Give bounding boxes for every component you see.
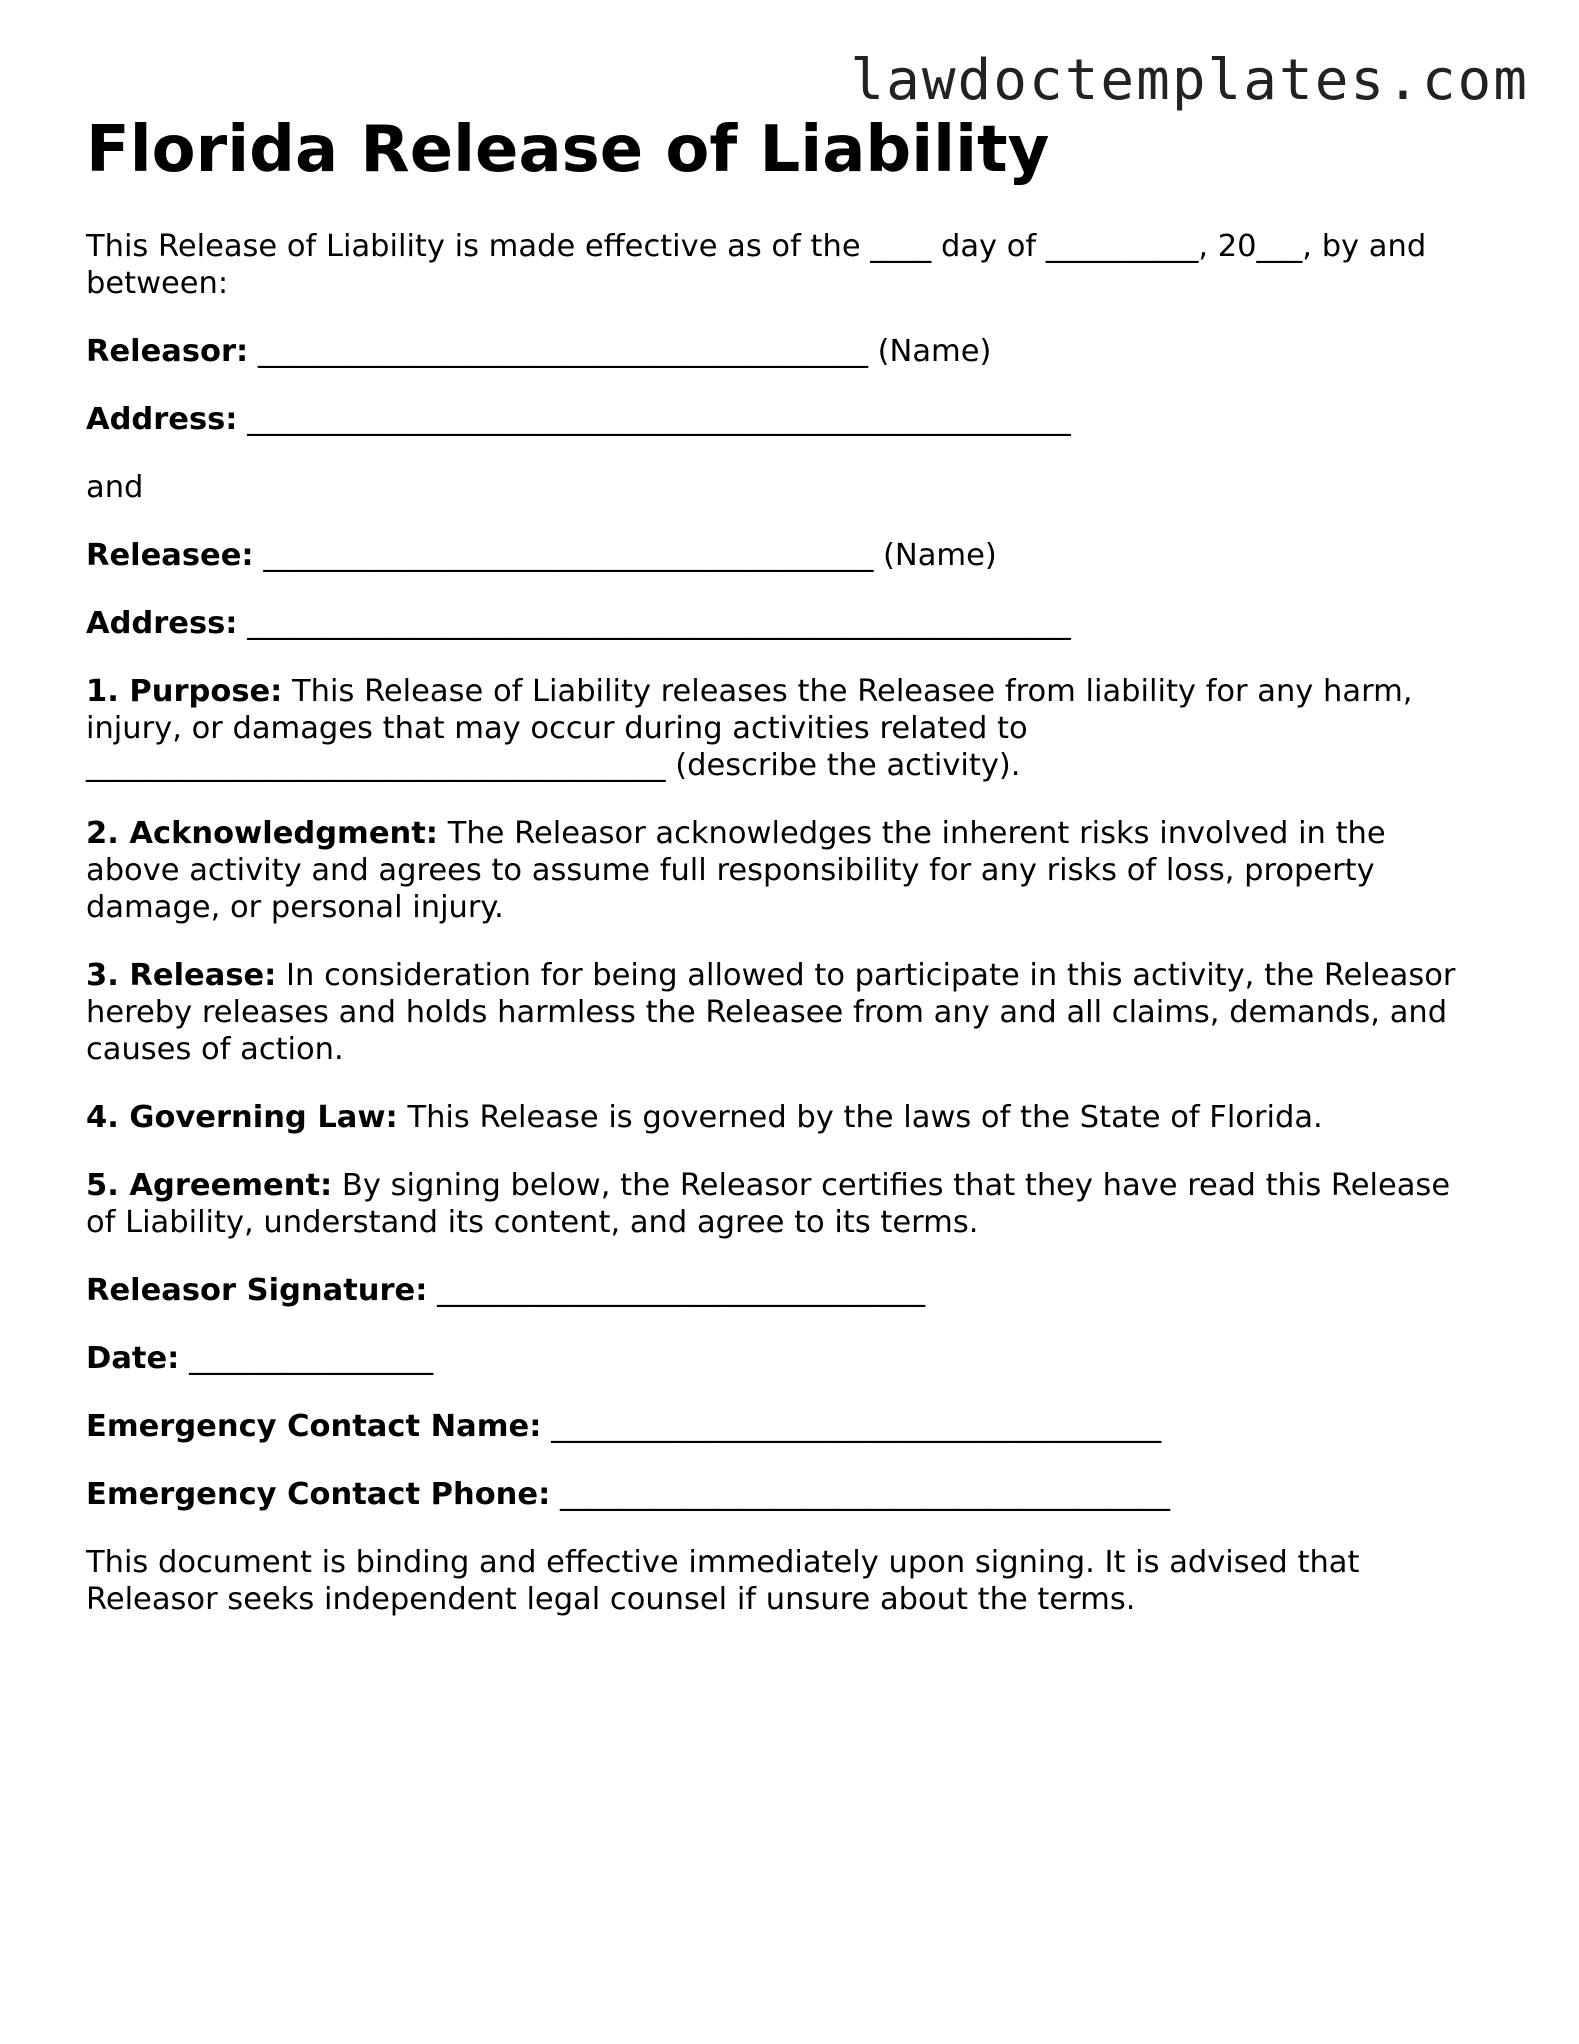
releasor-name-field[interactable]: ________________________________________ (Name)	[248, 334, 992, 369]
releasee-address-label: Address:	[86, 606, 238, 641]
signature-line	[86, 1272, 1486, 1309]
section-agreement-label: 5. Agreement:	[86, 1168, 333, 1203]
section-release-label: 3. Release:	[86, 958, 277, 993]
section-acknowledgment	[86, 815, 1486, 926]
section-acknowledgment-text: The Releasor acknowledges the inherent risks involved in the above activity and agrees to assume full responsibility for any risks of loss, property damage, or personal injury.	[86, 816, 1386, 925]
section-purpose-text: This Release of Liability releases the Releasee from liability for any harm, injury, or damages that may occur during activities related to ______________________________________ (describe the activity).	[86, 674, 1413, 783]
closing-paragraph: This document is binding and effective immediately upon signing. It is advised that Releasor seeks independent legal counsel if unsure about the terms.	[86, 1545, 1360, 1617]
releasor-address-field[interactable]: ______________________________________________________	[237, 402, 1071, 437]
releasor-line	[86, 333, 1486, 370]
section-purpose-label: 1. Purpose:	[86, 674, 283, 709]
document-title: Florida Release of Liability	[86, 113, 1050, 187]
section-agreement-text: By signing below, the Releasor certifies that they have read this Release of Liability, understand its content, and agree to its terms.	[86, 1168, 1451, 1240]
emergency-name-line	[86, 1408, 1486, 1445]
releasee-name-field[interactable]: ________________________________________ (Name)	[253, 538, 997, 573]
releasee-address-line	[86, 605, 1486, 642]
section-governing-law-label: 4. Governing Law:	[86, 1100, 398, 1135]
releasee-address-field[interactable]: ______________________________________________________	[237, 606, 1071, 641]
site-watermark: lawdoctemplates.com	[850, 48, 1529, 113]
section-release	[86, 957, 1486, 1068]
section-governing-law	[86, 1099, 1486, 1136]
intro-paragraph: This Release of Liability is made effective as of the ____ day of __________, 20___, by and between:	[86, 229, 1427, 301]
date-label: Date:	[86, 1341, 180, 1376]
section-agreement	[86, 1167, 1486, 1241]
section-release-text: In consideration for being allowed to participate in this activity, the Releasor hereby releases and holds harmless the Releasee from any and all claims, demands, and causes of action.	[86, 958, 1456, 1067]
emergency-phone-label: Emergency Contact Phone:	[86, 1477, 551, 1512]
emergency-name-label: Emergency Contact Name:	[86, 1409, 542, 1444]
releasee-label: Releasee:	[86, 538, 254, 573]
section-acknowledgment-label: 2. Acknowledgment:	[86, 816, 439, 851]
section-purpose	[86, 673, 1486, 784]
and-text: and	[86, 470, 144, 505]
date-field[interactable]: ________________	[179, 1341, 434, 1376]
emergency-phone-field[interactable]: ________________________________________	[550, 1477, 1170, 1512]
emergency-phone-line	[86, 1476, 1486, 1513]
releasor-address-label: Address:	[86, 402, 238, 437]
releasor-label: Releasor:	[86, 334, 249, 369]
releasee-line	[86, 537, 1486, 574]
date-line	[86, 1340, 1486, 1377]
section-governing-law-text: This Release is governed by the laws of the State of Florida.	[397, 1100, 1323, 1135]
releasor-address-line	[86, 401, 1486, 438]
signature-field[interactable]: ________________________________	[427, 1273, 926, 1308]
emergency-name-field[interactable]: ________________________________________	[541, 1409, 1162, 1444]
signature-label: Releasor Signature:	[86, 1273, 428, 1308]
document-body	[86, 110, 1486, 1618]
